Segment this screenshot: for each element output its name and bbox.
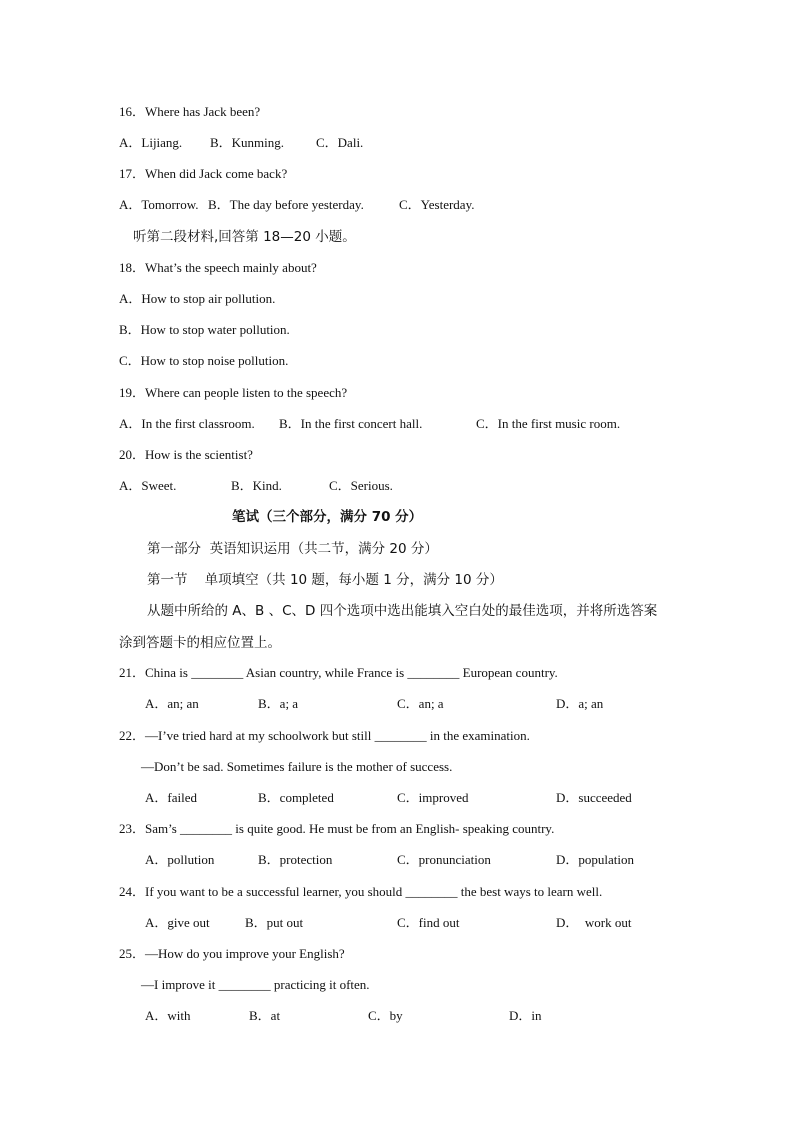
- question-16-option-c: C．Dali.: [316, 135, 364, 150]
- question-22-option-b: B．completed: [258, 790, 334, 805]
- question-20-stem: 20．How is the scientist?: [119, 447, 253, 462]
- question-16-option-a: A．Lijiang.: [119, 135, 183, 150]
- question-22-option-c: C．improved: [397, 790, 469, 805]
- question-24-stem: 24．If you want to be a successful learner, you should ________ the best ways to learn well.: [119, 884, 603, 899]
- question-25-option-d: D．in: [509, 1008, 542, 1023]
- question-16-stem: 16．Where has Jack been?: [119, 104, 261, 119]
- written-section-heading: 笔试（三个部分，满分 70 分）: [232, 509, 423, 525]
- question-24-option-b: B．put out: [245, 915, 304, 930]
- question-18-option-c: C．How to stop noise pollution.: [119, 353, 289, 368]
- question-18-stem: 18．What’s the speech mainly about?: [119, 260, 317, 275]
- section1-heading: 第一节 单项填空（共 10 题，每小题 1 分，满分 10 分）: [147, 572, 503, 588]
- question-23-option-d: D．population: [556, 852, 634, 867]
- question-25-stem: 25．—How do you improve your English?: [119, 946, 345, 961]
- question-25-reply: —I improve it ________ practicing it often.: [141, 977, 370, 992]
- question-25-option-c: C．by: [368, 1008, 403, 1023]
- question-20-option-a: A．Sweet.: [119, 478, 177, 493]
- question-19-option-c: C．In the first music room.: [476, 416, 621, 431]
- question-22-reply: —Don’t be sad. Sometimes failure is the mother of success.: [141, 759, 453, 774]
- question-20-option-c: C．Serious.: [329, 478, 393, 493]
- question-22-stem: 22．—I’ve tried hard at my schoolwork but still ________ in the examination.: [119, 728, 530, 743]
- question-23-option-a: A．pollution: [145, 852, 215, 867]
- question-21-option-b: B．a; a: [258, 696, 299, 711]
- question-23-option-c: C．pronunciation: [397, 852, 491, 867]
- question-19-option-a: A．In the first classroom.: [119, 416, 255, 431]
- question-18-option-a: A．How to stop air pollution.: [119, 291, 276, 306]
- question-19-stem: 19．Where can people listen to the speech?: [119, 385, 348, 400]
- question-17-stem: 17．When did Jack come back?: [119, 166, 288, 181]
- question-16-option-b: B．Kunming.: [210, 135, 285, 150]
- instruction-line-2: 涂到答题卡的相应位置上。: [119, 635, 281, 651]
- question-24-option-c: C．find out: [397, 915, 460, 930]
- question-17-option-b: B．The day before yesterday.: [208, 197, 364, 212]
- question-25-option-a: A．with: [145, 1008, 191, 1023]
- question-21-stem: 21．China is ________ Asian country, while France is ________ European country.: [119, 665, 558, 680]
- question-24-option-d: D． work out: [556, 915, 632, 930]
- question-23-stem: 23．Sam’s ________ is quite good. He must be from an English- speaking country.: [119, 821, 555, 836]
- question-21-option-c: C．an; a: [397, 696, 444, 711]
- question-23-option-b: B．protection: [258, 852, 333, 867]
- question-25-option-b: B．at: [249, 1008, 281, 1023]
- question-21-option-d: D．a; an: [556, 696, 604, 711]
- question-17-option-c: C．Yesterday.: [399, 197, 475, 212]
- listening-section2-instruction: 听第二段材料,回答第 18—20 小题。: [133, 229, 356, 245]
- instruction-line-1: 从题中所给的 A、B 、C、D 四个选项中选出能填入空白处的最佳选项，并将所选答案: [147, 603, 658, 619]
- question-19-option-b: B．In the first concert hall.: [279, 416, 423, 431]
- question-20-option-b: B．Kind.: [231, 478, 282, 493]
- question-24-option-a: A．give out: [145, 915, 210, 930]
- question-22-option-d: D．succeeded: [556, 790, 632, 805]
- part1-heading: 第一部分 英语知识运用（共二节，满分 20 分）: [147, 541, 438, 557]
- question-18-option-b: B．How to stop water pollution.: [119, 322, 290, 337]
- question-22-option-a: A．failed: [145, 790, 197, 805]
- question-17-option-a: A．Tomorrow.: [119, 197, 199, 212]
- question-21-option-a: A．an; an: [145, 696, 199, 711]
